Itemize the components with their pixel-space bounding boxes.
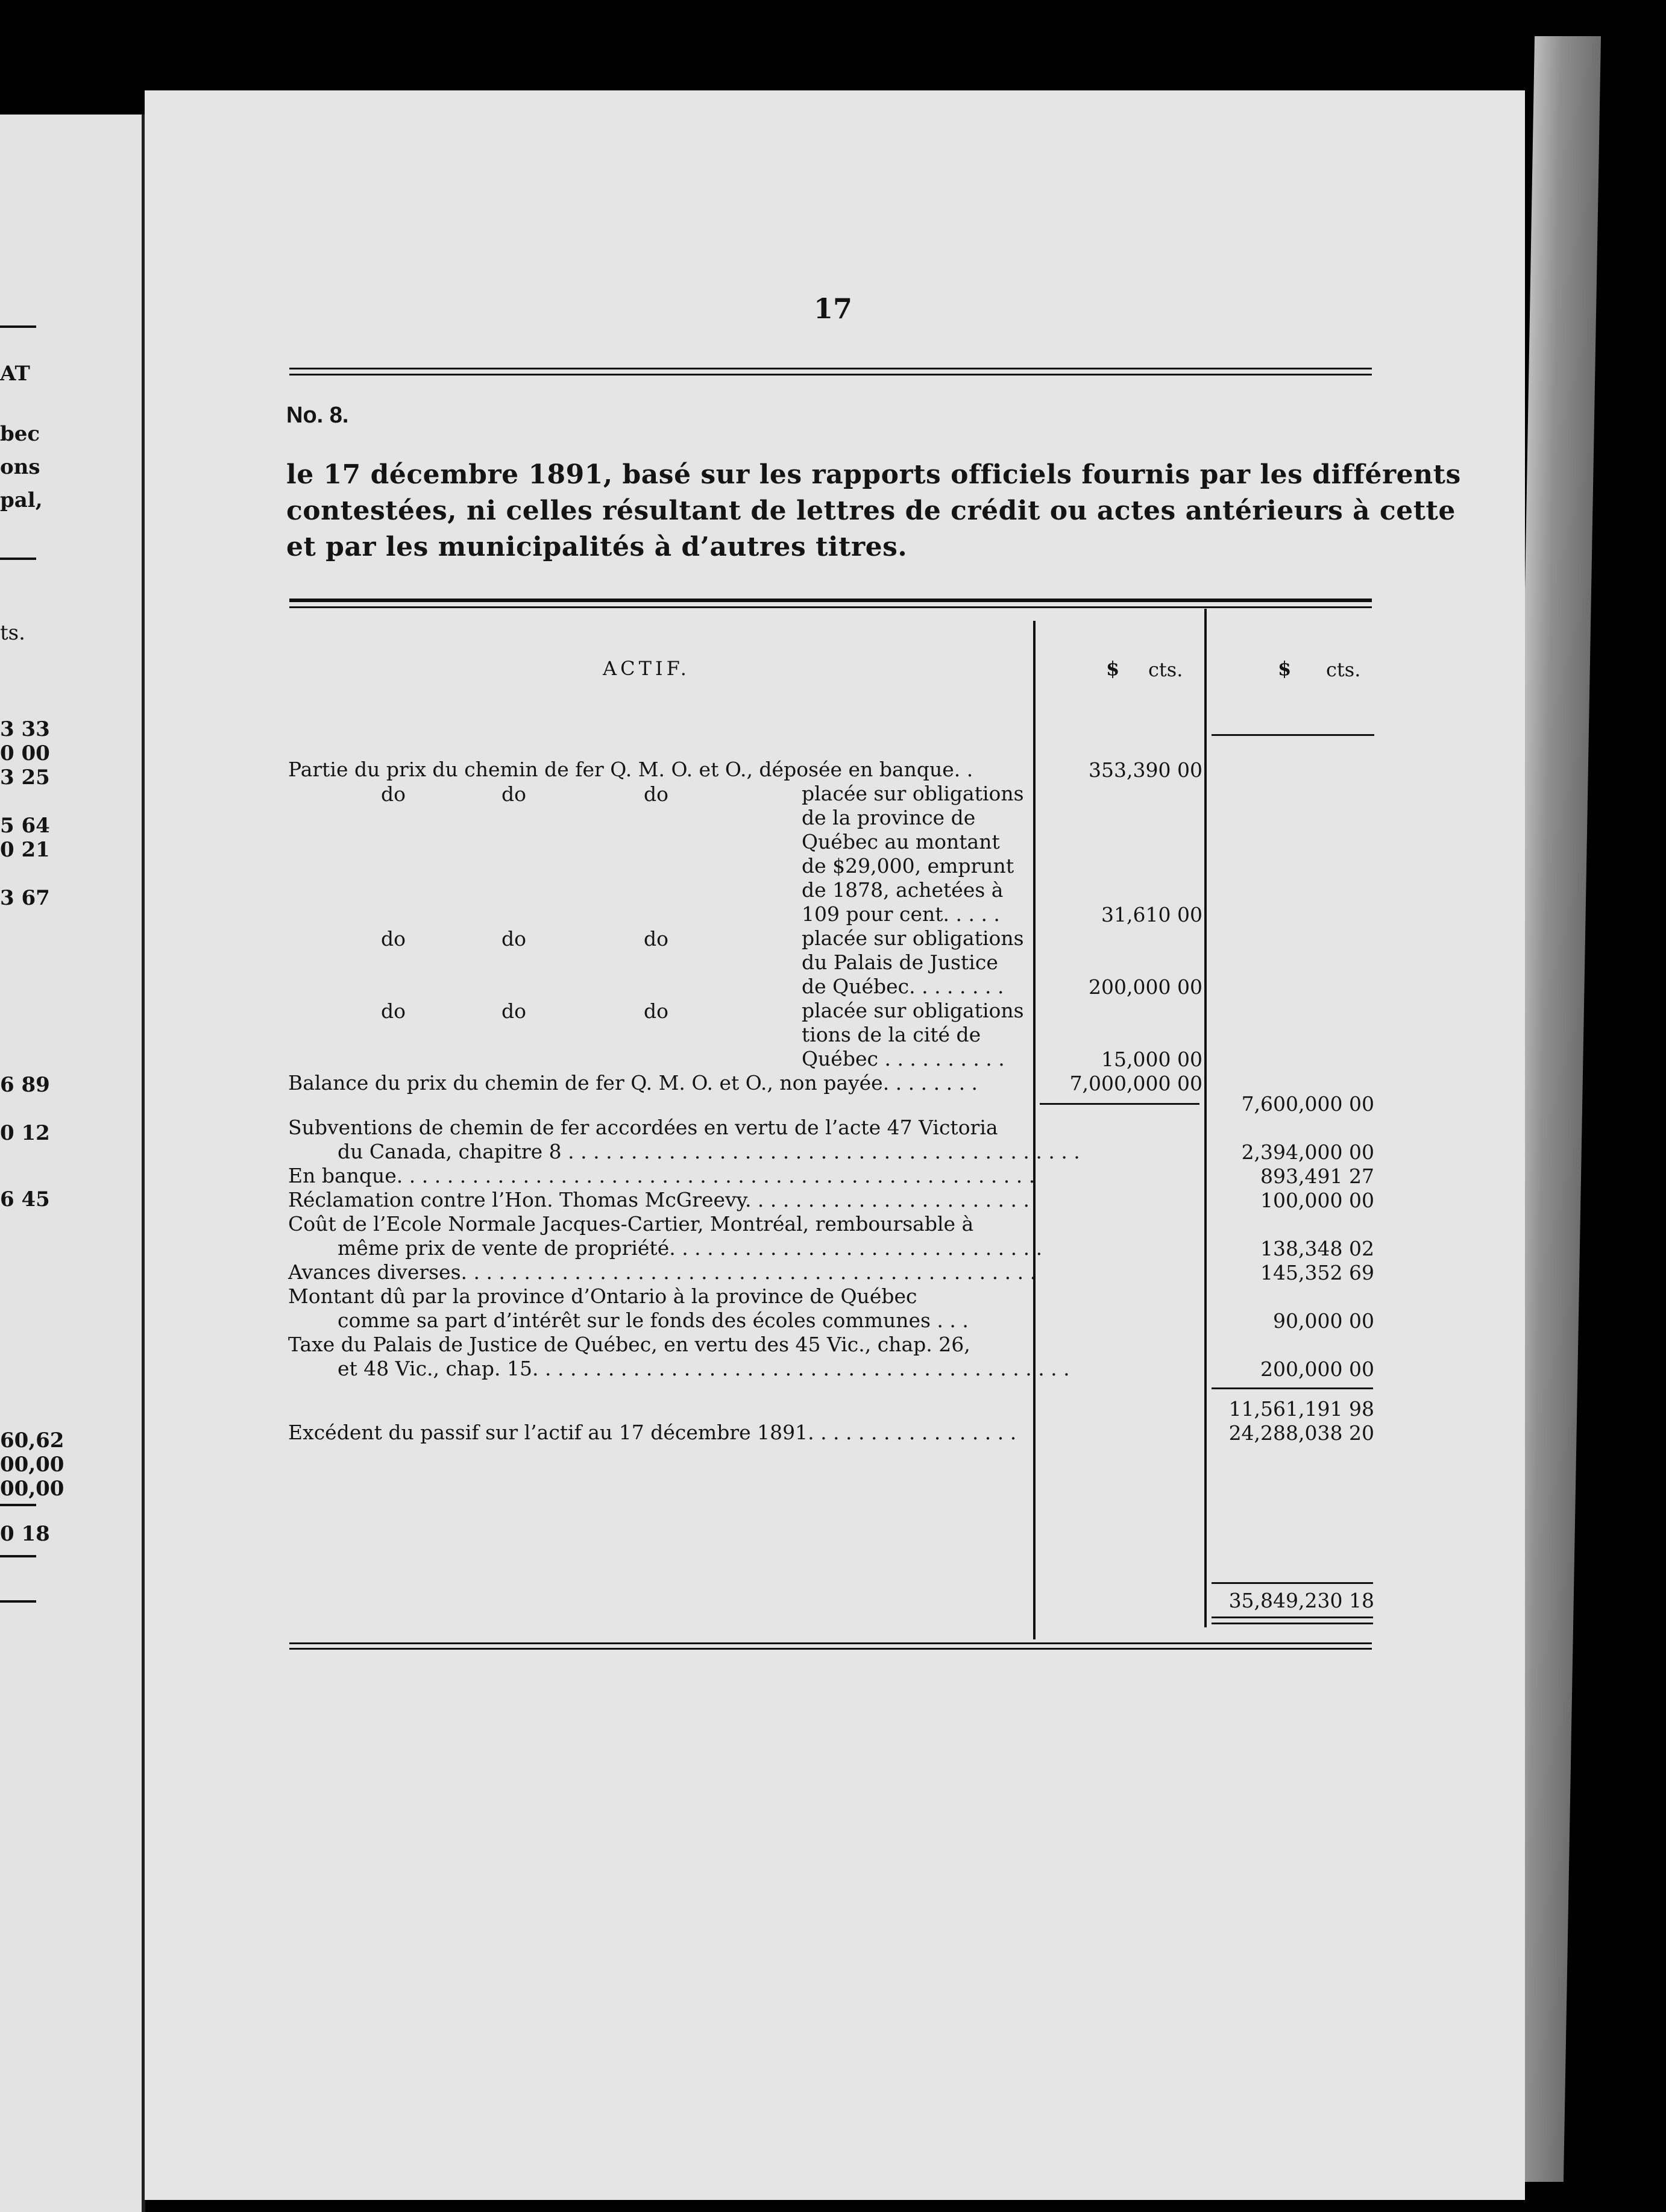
entry-amount: 31,610 00 <box>1101 903 1202 926</box>
entry-line: et 48 Vic., chap. 15. . . . . . . . . . . . . . . . . . . . . . . . . . . . . . . . . . . . . . . . . . . <box>338 1357 1070 1380</box>
grand-total-rule <box>1212 1582 1373 1584</box>
left-amount: 0 12 <box>0 1121 50 1145</box>
left-amount: 3 67 <box>0 886 50 910</box>
header-rule <box>289 374 1372 375</box>
entry-amount: 7,000,000 00 <box>1069 1072 1202 1095</box>
col1-currency: $ <box>1106 657 1120 680</box>
entry-amount: 100,000 00 <box>1260 1189 1374 1212</box>
entry-line: comme sa part d’intérêt sur le fonds des écoles communes . . . <box>338 1309 969 1332</box>
ditto-mark: do <box>381 999 406 1023</box>
left-line-end: pal, <box>0 488 43 512</box>
grand-total-double-rule <box>1212 1623 1373 1624</box>
ditto-mark: do <box>501 927 526 950</box>
left-amount: 60,62 <box>0 1428 64 1453</box>
left-amount: 3 25 <box>0 765 50 790</box>
left-line-end: ons <box>0 455 40 479</box>
table-top-rule <box>289 599 1372 602</box>
entry-amount: 893,491 27 <box>1260 1164 1374 1188</box>
entry-amount: 200,000 00 <box>1260 1357 1374 1381</box>
left-amount: 00,00 <box>0 1477 64 1501</box>
entry-line: Subventions de chemin de fer accordées en vertu de l’acte 47 Victoria <box>288 1116 998 1139</box>
entry-line: Taxe du Palais de Justice de Québec, en vertu des 45 Vic., chap. 26, <box>288 1333 970 1356</box>
entry-amount: 353,390 00 <box>1089 758 1202 782</box>
entry-line: de Québec. . . . . . . . <box>802 975 1004 998</box>
page-number: 17 <box>814 292 853 325</box>
total-actif: 11,561,191 98 <box>1228 1397 1374 1421</box>
table-bottom-rule <box>289 1642 1372 1644</box>
heading-line: le 17 décembre 1891, basé sur les rapports officiels fournis par les différents <box>286 459 1461 490</box>
left-heading-end: AT <box>0 362 30 386</box>
column-divider <box>1204 609 1207 1627</box>
entry-amount: 145,352 69 <box>1260 1261 1374 1284</box>
entry-line: Québec au montant <box>802 830 1000 853</box>
left-amount: 3 33 <box>0 717 50 741</box>
entry-line: Coût de l’Ecole Normale Jacques-Cartier, Montréal, remboursable à <box>288 1212 974 1236</box>
entry-line: placée sur obligations <box>802 782 1024 805</box>
table-bottom-rule <box>289 1648 1372 1650</box>
col1-cents: cts. <box>1148 658 1183 681</box>
left-amount: 5 64 <box>0 814 50 838</box>
entry-amount: 90,000 00 <box>1273 1309 1374 1333</box>
document-reference: No. 8. <box>286 403 349 428</box>
ditto-mark: do <box>501 782 526 806</box>
left-rule <box>0 1600 36 1603</box>
entry-line: placée sur obligations <box>802 926 1024 950</box>
col2-currency: $ <box>1278 657 1292 680</box>
entry-label: Avances diverses. . . . . . . . . . . . . . . . . . . . . . . . . . . . . . . . . . . . . . . . . . . . . . <box>288 1260 1037 1284</box>
ditto-mark: do <box>501 999 526 1023</box>
entry-amount: 24,288,038 20 <box>1228 1421 1374 1445</box>
entry-label: Excédent du passif sur l’actif au 17 décembre 1891. . . . . . . . . . . . . . . . . <box>288 1421 1017 1444</box>
entry-line: de 1878, achetées à <box>802 878 1004 902</box>
entry-line: même prix de vente de propriété. . . . . . . . . . . . . . . . . . . . . . . . . . . . . . <box>338 1236 1043 1260</box>
left-amount: 00,00 <box>0 1453 64 1477</box>
col2-cents: cts. <box>1326 658 1361 681</box>
grand-total: 35,849,230 18 <box>1228 1589 1374 1612</box>
entry-line: placée sur obligations <box>802 999 1024 1022</box>
left-col-head: ts. <box>0 621 25 645</box>
left-amount: 0 00 <box>0 741 50 765</box>
total-rule <box>1212 1387 1373 1389</box>
ditto-mark: do <box>644 782 668 806</box>
entry-line: de $29,000, emprunt <box>802 854 1014 878</box>
entry-amount: 2,394,000 00 <box>1241 1140 1374 1164</box>
left-amount: 6 89 <box>0 1073 50 1097</box>
left-rule <box>0 1555 36 1557</box>
entry-line: de la province de <box>802 806 976 829</box>
subtotal-amount: 7,600,000 00 <box>1241 1092 1374 1116</box>
ditto-mark: do <box>644 927 668 950</box>
left-rule <box>0 558 36 560</box>
entry-line: tions de la cité de <box>802 1023 981 1046</box>
entry-label: Partie du prix du chemin de fer Q. M. O. et O., déposée en banque. . <box>288 758 973 781</box>
entry-line: du Palais de Justice <box>802 950 998 974</box>
ditto-mark: do <box>644 999 668 1023</box>
entry-label: Réclamation contre l’Hon. Thomas McGreevy. . . . . . . . . . . . . . . . . . . . . . . <box>288 1188 1029 1211</box>
left-amount: 0 21 <box>0 838 50 862</box>
subtotal-rule <box>1040 1103 1199 1105</box>
table-top-rule <box>289 606 1372 608</box>
ditto-mark: do <box>381 782 406 806</box>
ditto-mark: do <box>381 927 406 950</box>
left-page-fragment <box>0 115 145 2212</box>
left-amount: 6 45 <box>0 1187 50 1211</box>
entry-line: Montant dû par la province d’Ontario à la province de Québec <box>288 1284 917 1308</box>
entry-amount: 200,000 00 <box>1089 975 1202 999</box>
header-rule <box>289 368 1372 369</box>
heading-line: contestées, ni celles résultant de lettres de crédit ou actes antérieurs à cette <box>286 495 1456 526</box>
column-divider <box>1033 621 1036 1639</box>
section-title: ACTIF. <box>603 657 690 680</box>
left-rule <box>0 325 36 328</box>
entry-amount: 138,348 02 <box>1260 1237 1374 1260</box>
entry-amount: 15,000 00 <box>1101 1048 1202 1071</box>
left-rule <box>0 1504 36 1506</box>
left-line-end: bec <box>0 422 40 446</box>
left-amount: 0 18 <box>0 1522 50 1546</box>
entry-line: du Canada, chapitre 8 . . . . . . . . . . . . . . . . . . . . . . . . . . . . . . . . . . . . . . . . . <box>338 1140 1080 1163</box>
grand-total-double-rule <box>1212 1617 1373 1618</box>
header-underline <box>1212 734 1374 736</box>
entry-label: En banque. . . . . . . . . . . . . . . . . . . . . . . . . . . . . . . . . . . . . . . . . . . . . . . . . . . <box>288 1164 1036 1187</box>
heading-line: et par les municipalités à d’autres titres. <box>286 532 908 562</box>
entry-label: Balance du prix du chemin de fer Q. M. O. et O., non payée. . . . . . . . <box>288 1071 978 1095</box>
entry-line: 109 pour cent. . . . . <box>802 902 1000 926</box>
entry-line: Québec . . . . . . . . . . <box>802 1047 1005 1070</box>
